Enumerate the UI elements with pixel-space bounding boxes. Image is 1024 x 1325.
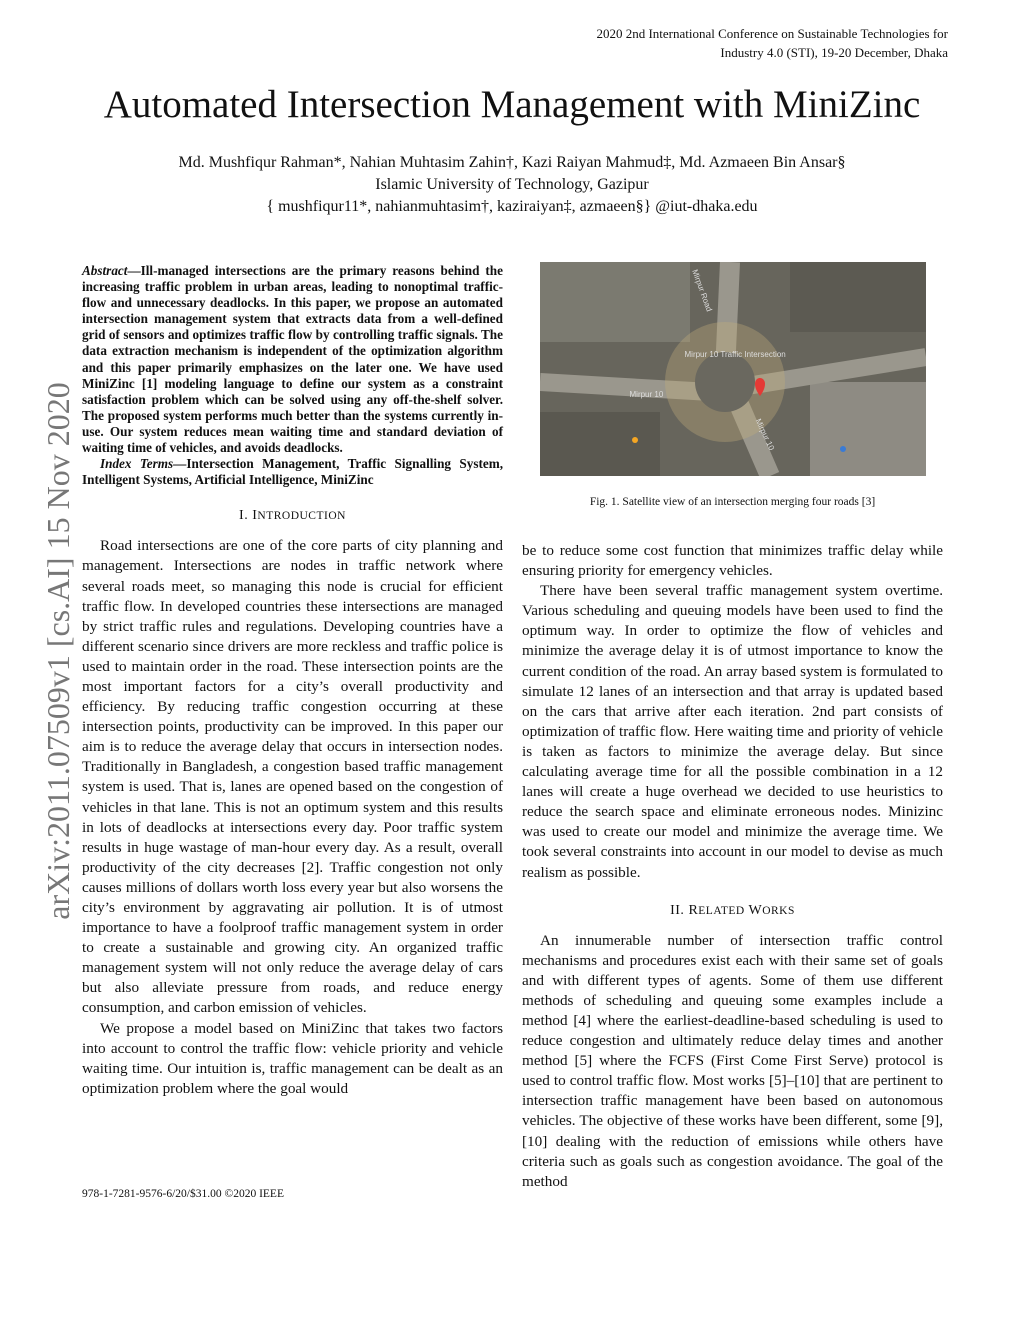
- intro-paragraph-1: Road intersections are one of the core parts of city planning and management. Intersections are nodes in traffic network where several roads meet, so managing this node is crucial for efficient traffic flow. In developed countries these intersections are managed by strict traffic rules and regulations. Developing countries have a different scenario since drivers are more reckless and traffic police is used to maintain order in the road. These intersection points are the most important factors for a city’s overall productivity and efficiency. By reducing traffic congestion occurring at these intersection points, productivity can be improved. In this paper our aim is to reduce the average delay that occurs in intersection nodes. Traditionally in Bangladesh, a congestion based traffic management system is used. That is, lanes are opened based on the congestion of vehicles in that lane. This is not an optimum system and this results in lots of deadlocks at intersections every day. Poor traffic system results in huge wastage of man-hour every day. As a result, overall productivity of the city decreases [2]. Traffic congestion not only causes millions of dollars worth loss every year but also worsens the city’s environment by aggravating air pollution. It is of utmost importance to have a foolproof traffic management system in order to create a sustainable and growing city. An organized traffic management system will not only reduce the average delay of cars but also alleviate pressure from roads, and reduce energy consumption, and carbon emission of vehicles.: [82, 537, 503, 1017]
- satellite-figure: [540, 262, 926, 476]
- intro-paragraph-2: We propose a model based on MiniZinc that takes two factors into account to control the traffic flow: vehicle priority and vehicle waiting time. Our intuition is, traffic management can be dealt as an optimization problem where the goal would: [82, 1019, 503, 1097]
- index-terms-text: —Intersection Management, Traffic Signalling System, Intelligent Systems, Artificial Intelligence, MiniZinc: [82, 456, 503, 488]
- section-heading-introduction: I. INTRODUCTION: [239, 508, 346, 524]
- author-affiliation: Islamic University of Technology, Gazipur: [375, 176, 649, 193]
- author-names: Md. Mushfiqur Rahman*, Nahian Muhtasim Zahin†, Kazi Raiyan Mahmud‡, Md. Azmaeen Bin Ansar§: [178, 154, 846, 171]
- related-paragraph-1: An innumerable number of intersection traffic control mechanisms and procedures exist each with their same set of goals and with different types of agents. Some of them use different methods of scheduling and queuing some examples include a method [4] where the earliest-deadline-based scheduling is used to reduce congestion and ultimately reduce delay times and another method [5] where the FCFS (First Come First Serve) protocol is used to control traffic flow. Most works [5]–[10] that are pertinent to intersection traffic management have been based on autonomous vehicles. The objective of these works have been different, some [9], [10] dealing with the reduction of emissions while others have criteria such as goals such as congestion avoidance. The goal of the method: [522, 931, 943, 1190]
- right-column: [522, 262, 943, 1192]
- author-block: [0, 152, 1024, 218]
- conference-header: [596, 24, 948, 62]
- satellite-image: [540, 262, 926, 476]
- section-heading-related-works: II. RELATED WORKS: [670, 902, 795, 918]
- index-terms-label: Index Terms: [100, 456, 174, 472]
- abstract-label: Abstract: [82, 263, 128, 278]
- map-label: Mirpur 10: [629, 390, 664, 399]
- author-emails: { mushfiqur11*, nahianmuhtasim†, kaziraiyan‡, azmaeen§} @iut-dhaka.edu: [266, 198, 758, 215]
- map-label: Mirpur 10 Traffic Intersection: [684, 350, 786, 359]
- map-label: Mirpur Road: [689, 268, 714, 313]
- introduction-body: [82, 536, 503, 1099]
- figure-caption: Fig. 1. Satellite view of an intersection merging four roads [3]: [589, 496, 876, 508]
- right-paragraph-2: There have been several traffic management system overtime. Various scheduling and queuing models have been used to find the optimum way. In order to optimize the flow of vehicles and minimize the average delay it is of utmost importance to know the current condition of the road. An array based system is formulated to simulate 12 lanes of an intersection and that array is updated based on the cars that arrive after each iteration. 2nd part consists of optimization of traffic flow. Here waiting time and priority of vehicle is taken as factors to minimize the average delay. But since calculating average time for all the possible combination in a 12 lanes will create a huge overhead we decided to use heuristics to reduce the search space and eliminate erroneous nodes. Minizinc was used to create our model and minimize the average time. We took several constraints into account in our model to devise as much realism as possible.: [522, 582, 943, 881]
- right-paragraph-1: be to reduce some cost function that minimizes traffic delay while ensuring priority for emergency vehicles.: [522, 542, 943, 580]
- conference-line-2: Industry 4.0 (STI), 19-20 December, Dhaka: [720, 45, 948, 60]
- abstract: [82, 263, 503, 488]
- related-works-body: [522, 931, 943, 1192]
- copyright-footer: 978-1-7281-9576-6/20/$31.00 ©2020 IEEE: [82, 1188, 284, 1200]
- map-label: Mirpur 10: [753, 417, 776, 452]
- abstract-text: —Ill-managed intersections are the primary reasons behind the increasing traffic problem in urban areas, leading to nonoptimal traffic-flow and unnecessary deadlocks. In this paper, we propose an automated intersection management system that extracts data from a well-defined grid of sensors and optimizes traffic flow by controlling traffic signals. The data extraction mechanism is independent of the optimization algorithm and this paper primarily emphasizes on the later one. We have used MiniZinc [1] modeling language to define our system as a constraint satisfaction problem which can be solved using any off-the-shelf solver. The proposed system performs much better than the systems currently in-use. Our system reduces mean waiting time and standard deviation of waiting time of vehicles, and avoids deadlocks.: [82, 263, 503, 456]
- paper-title: Automated Intersection Management with MiniZinc: [103, 83, 921, 126]
- left-column: [82, 263, 503, 1099]
- arxiv-stamp: arXiv:2011.07509v1 [cs.AI] 15 Nov 2020: [40, 382, 76, 920]
- right-column-body: [522, 541, 943, 883]
- conference-line-1: 2020 2nd International Conference on Sustainable Technologies for: [596, 26, 948, 41]
